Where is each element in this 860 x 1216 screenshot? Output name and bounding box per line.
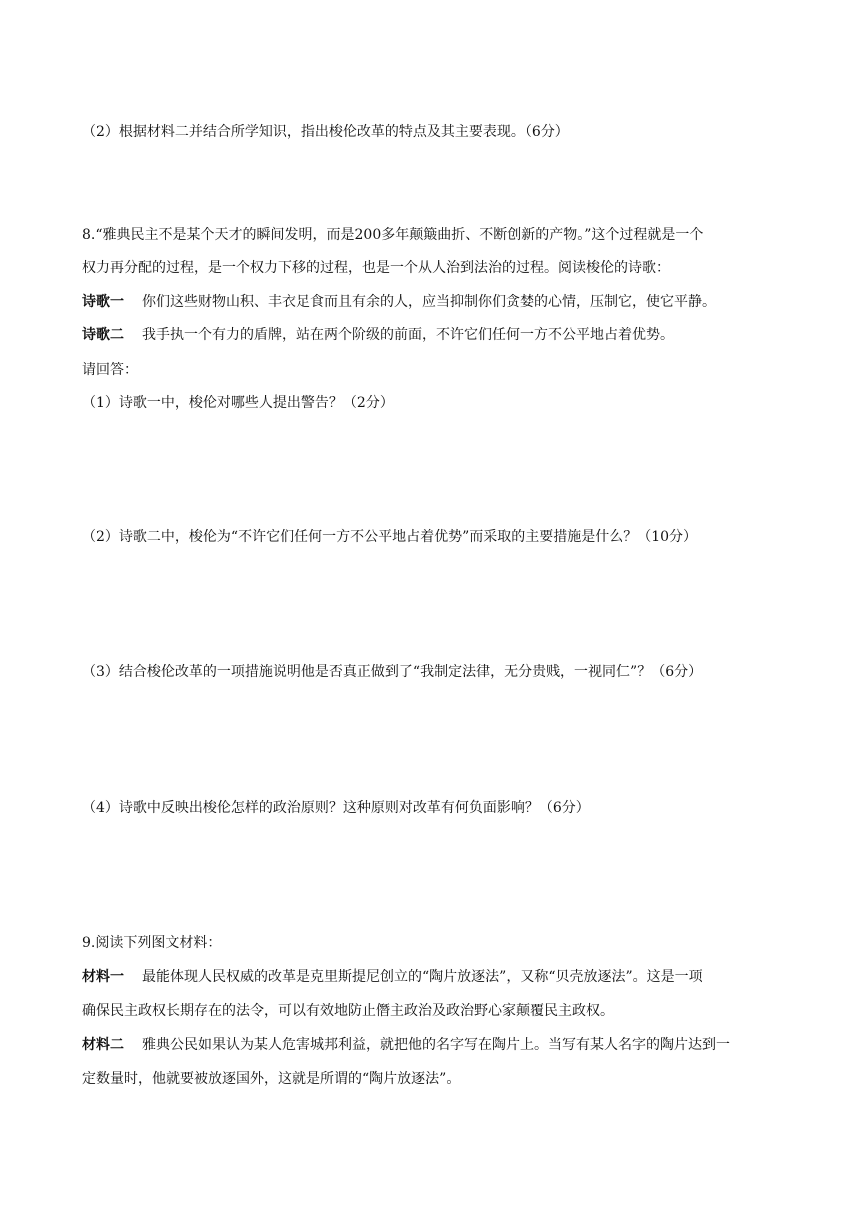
material-1-line-2: 确保民主政权长期存在的法令，可以有效地防止僭主政治及政治野心家颠覆民主政权。	[82, 1003, 614, 1019]
material-2	[82, 1035, 782, 1055]
question-8-sub-3: （3）结合梭伦改革的一项措施说明他是否真正做到了“我制定法律，无分贵贱，一视同仁”？（6分）	[82, 664, 703, 680]
question-8-sub-2: （2）诗歌二中，梭伦为“不许它们任何一方不公平地占着优势”而采取的主要措施是什么？（10分）	[82, 529, 698, 545]
question-8-intro-line-2: 权力再分配的过程，是一个权力下移的过程，也是一个从人治到法治的过程。阅读梭伦的诗歌：	[82, 260, 670, 276]
poem-1-text: 你们这些财物山积、丰衣足食而且有余的人，应当抑制你们贪婪的心情，压制它，使它平静。	[142, 294, 716, 310]
material-1	[82, 967, 782, 987]
question-7-sub-2: （2）根据材料二并结合所学知识，指出梭伦改革的特点及其主要表现。（6分）	[82, 124, 569, 140]
poem-1-label: 诗歌一	[82, 294, 124, 310]
poem-2-label: 诗歌二	[82, 327, 124, 343]
question-8-intro-line-1: 8.“雅典民主不是某个天才的瞬间发明，而是200多年颠簸曲折、不断创新的产物。”这个过程就是一个	[82, 227, 704, 243]
question-8-sub-1: （1）诗歌一中，梭伦对哪些人提出警告？（2分）	[82, 395, 394, 411]
material-2-line-1: 雅典公民如果认为某人危害城邦利益，就把他的名字写在陶片上。当写有某人名字的陶片达到一	[142, 1037, 730, 1053]
question-8-sub-4: （4）诗歌中反映出梭伦怎样的政治原则？这种原则对改革有何负面影响？（6分）	[82, 800, 590, 816]
question-9-intro: 9.阅读下列图文材料：	[82, 935, 222, 951]
poem-1	[82, 292, 782, 312]
material-1-line-1: 最能体现人民权威的改革是克里斯提尼创立的“陶片放逐法”，又称“贝壳放逐法”。这是一项	[142, 969, 703, 985]
material-2-label: 材料二	[82, 1037, 124, 1053]
question-8-prompt: 请回答：	[82, 362, 138, 378]
material-1-label: 材料一	[82, 969, 124, 985]
poem-2-text: 我手执一个有力的盾牌，站在两个阶级的前面，不许它们任何一方不公平地占着优势。	[142, 327, 674, 343]
material-2-line-2: 定数量时，他就要被放逐国外，这就是所谓的“陶片放逐法”。	[82, 1071, 461, 1087]
poem-2	[82, 325, 782, 345]
